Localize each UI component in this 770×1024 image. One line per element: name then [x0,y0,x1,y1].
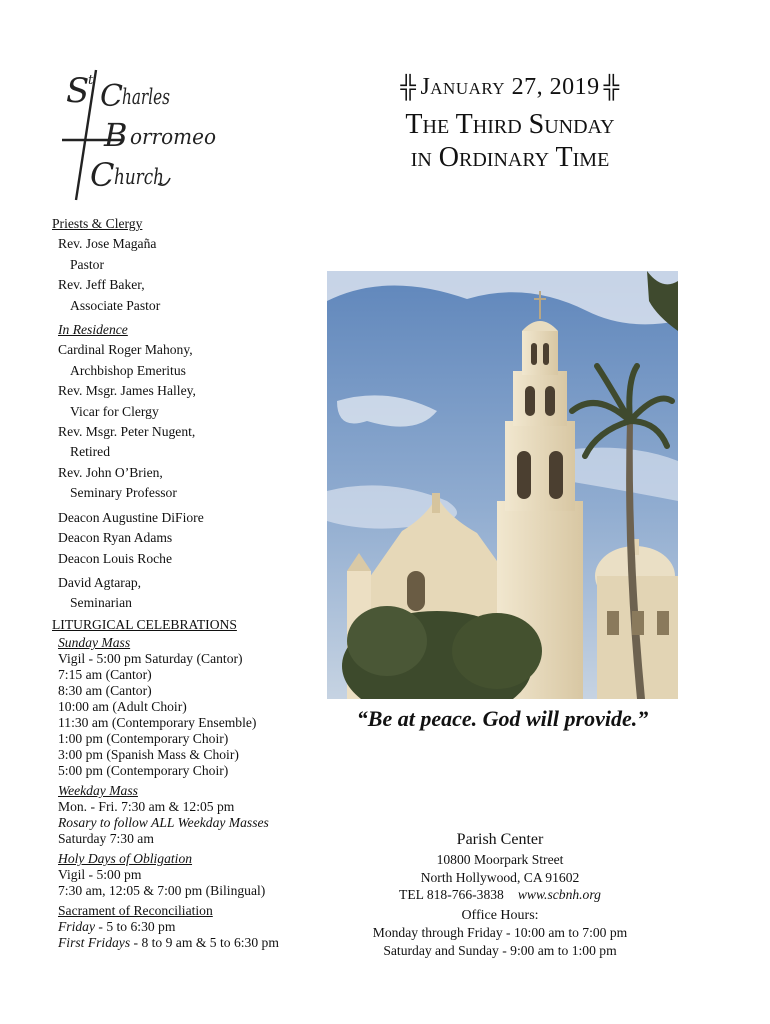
holy-day-time: Vigil - 5:00 pm [58,867,142,883]
svg-text:C: C [90,156,115,194]
svg-text:orromeo: orromeo [130,125,216,149]
liturgical-heading: LITURGICAL CELEBRATIONS [52,616,237,632]
svg-text:t: t [88,73,94,88]
clergy-name: Rev. Jeff Baker, [58,277,145,293]
office-hours-title: Office Hours: [461,907,539,923]
bulletin-date-line [330,70,690,104]
clergy-name: Cardinal Roger Mahony, [58,342,193,358]
svg-text:S: S [66,71,90,111]
reconciliation-first-fridays [52,935,322,951]
scripture-quote: “Be at peace. God will provide.” [356,706,649,731]
parish-website-link[interactable]: www.scbnh.org [517,887,601,902]
clergy-role: Pastor [70,256,104,272]
mass-time: 7:15 am (Cantor) [58,667,152,683]
weekday-time: Saturday 7:30 am [58,831,154,847]
bulletin-title [330,108,690,174]
clergy-name: Rev. Msgr. James Halley, [58,383,196,399]
parish-contact [345,886,655,904]
deacon-name: Deacon Louis Roche [58,550,173,566]
seminarian-name: David Agtarap, [58,574,142,590]
mass-time: 3:00 pm (Spanish Mass & Choir) [58,747,239,763]
svg-text:hurch: hurch [114,165,164,189]
church-photo [327,271,678,699]
church-logo [58,62,228,204]
office-hours-weekday: Monday through Friday - 10:00 am to 7:00 pm [372,925,628,940]
bulletin-date: January 27, 2019 [420,74,600,100]
clergy-name: Rev. Jose Magaña [58,236,157,252]
parish-phone: TEL 818-766-3838 [399,887,504,902]
parish-center-title: Parish Center [456,831,544,848]
reconciliation-friday [52,919,322,935]
svg-text:harles: harles [122,85,171,109]
clergy-name: Rev. John O’Brien, [58,464,163,480]
mass-time: 5:00 pm (Contemporary Choir) [58,763,229,779]
clergy-role: Vicar for Clergy [70,403,159,419]
office-hours-weekend: Saturday and Sunday - 9:00 am to 1:00 pm [383,942,617,958]
clergy-role: Seminary Professor [70,485,177,501]
parish-city: North Hollywood, CA 91602 [420,869,580,885]
holy-day-time: 7:30 am, 12:05 & 7:00 pm (Bilingual) [58,883,266,899]
mass-time: 10:00 am (Adult Choir) [58,699,187,715]
reconciliation-first-text: - 8 to 9 am & 5 to 6:30 pm [130,935,279,951]
weekday-mass-heading: Weekday Mass [58,783,138,799]
bulletin-header [330,70,690,174]
reconciliation-heading: Sacrament of Reconciliation [58,903,213,919]
mass-time: 11:30 am (Contemporary Ensemble) [58,715,257,731]
sunday-mass-heading: Sunday Mass [58,635,131,651]
clergy-role: Archbishop Emeritus [70,362,186,378]
ornament-right: ╬ [603,74,620,99]
deacon-name: Deacon Ryan Adams [58,530,173,546]
residence-heading: In Residence [58,322,128,338]
svg-text:C: C [100,79,123,114]
mass-time: Vigil - 5:00 pm Saturday (Cantor) [58,651,243,667]
title-line-2: in Ordinary Time [410,142,610,173]
reconciliation-friday-label: Friday [58,919,95,935]
rosary-note: Rosary to follow ALL Weekday Masses [58,815,269,831]
mass-time: 8:30 am (Cantor) [58,683,152,699]
weekday-time: Mon. - Fri. 7:30 am & 12:05 pm [58,799,235,815]
deacon-name: Deacon Augustine DiFiore [58,509,204,525]
clergy-role: Associate Pastor [70,297,161,313]
ornament-left: ╬ [400,74,417,99]
holy-days-heading: Holy Days of Obligation [58,851,193,867]
svg-text:B: B [104,116,128,154]
clergy-role: Retired [70,444,111,460]
parish-center [345,829,655,959]
reconciliation-friday-text: - 5 to 6:30 pm [95,919,176,935]
mass-time: 1:00 pm (Contemporary Choir) [58,731,229,747]
clergy-heading: Priests & Clergy [52,216,143,231]
title-line-1: The Third Sunday [405,109,615,140]
reconciliation-first-label: First Fridays [58,935,131,951]
seminarian-role: Seminarian [70,595,132,611]
clergy-name: Rev. Msgr. Peter Nugent, [58,424,196,440]
parish-street: 10800 Moorpark Street [436,852,564,867]
left-column [52,214,322,951]
